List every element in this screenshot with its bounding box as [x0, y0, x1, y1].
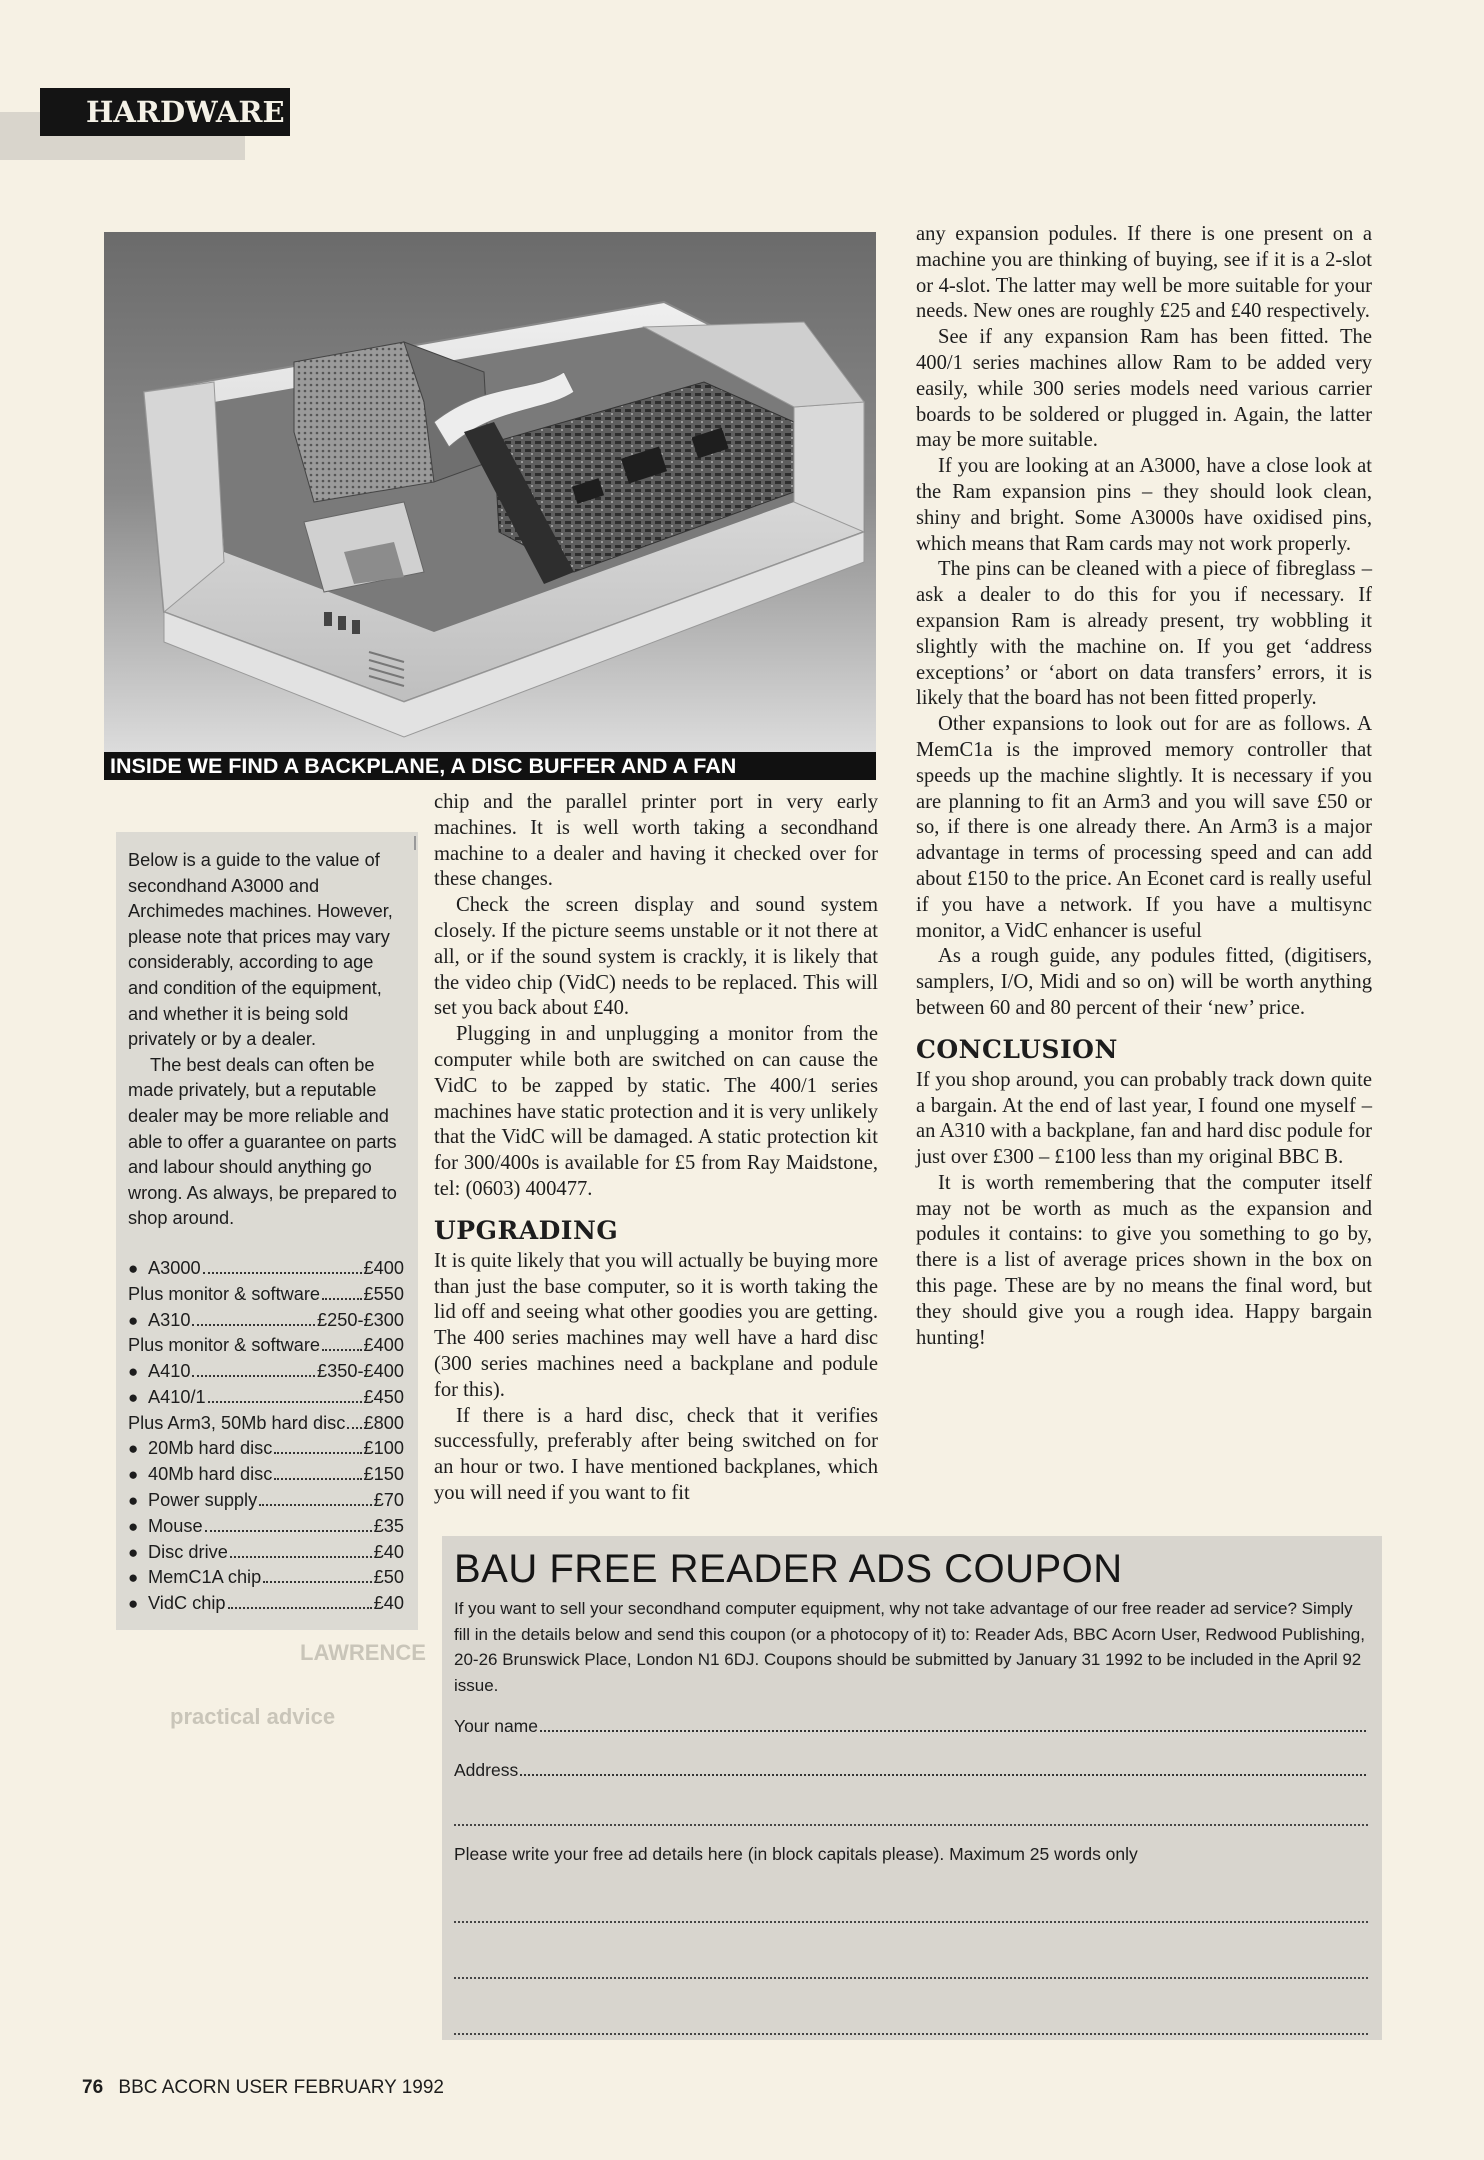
body-paragraph: It is quite likely that you will actually be buying more than just the base computer, so it is worth taking the lid off and seeing what other goodies you are getting. The 400 series machines may well have a hard disc (300 series machines need a backplane and podule for this). [434, 1249, 878, 1401]
price-item: VidC chip [148, 1593, 226, 1614]
column-rule [414, 836, 416, 850]
dot-leader [322, 1349, 361, 1351]
price-item: Plus Arm3, 50Mb hard disc [128, 1412, 346, 1433]
name-write-line[interactable] [540, 1730, 1366, 1732]
body-paragraph: Plugging in and unplugging a monitor from the computer while both are switched on can cause the VidC to be zapped by static. The 400/1 series machines have static protection and it is very unlikely that the VidC will be damaged. A static protection kit for 300/400s is available for £5 from Ray Maidstone, tel: (0603) 400477. [434, 1023, 878, 1200]
price-row [128, 1488, 404, 1514]
body-paragraph: Check the screen display and sound system closely. If the picture seems unstable or it not there at all, or if the sound system is crackly, it is likely that the video chip (VidC) needs to be replaced. This will set you back about £40. [434, 894, 878, 1020]
price-item: A410/1 [148, 1386, 206, 1407]
bullet-icon: ● [128, 1594, 139, 1614]
price-row [128, 1359, 404, 1385]
price-value: £550 [363, 1283, 404, 1304]
price-value: £40 [373, 1593, 404, 1614]
body-paragraph: The pins can be cleaned with a piece of fibreglass – ask a dealer to do this for you if necessary. If expansion Ram is already present, try wobbling it slightly with the machine on. If you get ‘address exceptions’ or ‘abort on data transfers’ errors, it is likely that the board has not been fitted properly. [916, 558, 1372, 710]
dot-leader [230, 1556, 372, 1558]
price-row [128, 1411, 404, 1437]
coupon-title: BAU FREE READER ADS COUPON [454, 1547, 1123, 1591]
bullet-icon: ● [128, 1439, 139, 1459]
price-value: £400 [363, 1335, 404, 1356]
section-heading-upgrading: UPGRADING [434, 1215, 619, 1245]
price-value: £350-£400 [317, 1361, 404, 1382]
price-value: £400 [363, 1257, 404, 1278]
body-paragraph: See if any expansion Ram has been fitted. The 400/1 series machines allow Ram to be added very easily, while 300 series models need various carrier boards to be soldered or plugged in. Again, the latter may be more suitable. [916, 326, 1372, 452]
price-item: Power supply [148, 1490, 258, 1511]
bullet-icon: ● [128, 1465, 139, 1485]
dot-leader [259, 1504, 371, 1506]
dot-leader [347, 1427, 361, 1429]
bullet-icon: ● [128, 1310, 139, 1330]
bullet-icon: ● [128, 1387, 139, 1407]
price-item: A310 [148, 1309, 191, 1330]
price-row [128, 1282, 404, 1308]
address-write-line[interactable] [520, 1774, 1366, 1776]
dot-leader [274, 1478, 361, 1480]
dot-leader [263, 1581, 371, 1583]
address-write-line-2[interactable] [454, 1798, 1368, 1826]
page-number: 76 [82, 2077, 104, 2098]
page-footer [82, 2077, 444, 2099]
body-paragraph: chip and the parallel printer port in very early machines. It is well worth taking a secondhand machine to a dealer and having it checked over for these changes. [434, 791, 878, 891]
body-paragraph: If you are looking at an A3000, have a close look at the Ram expansion pins – they should look clean, shiny and bright. Some A3000s have oxidised pins, which means that Ram cards may not work properly. [916, 455, 1372, 555]
price-item: A3000 [148, 1257, 201, 1278]
body-paragraph: As a rough guide, any podules fitted, (digitisers, samplers, I/O, Midi and so on) will be worth anything between 60 and 80 percent of their ‘new’ price. [916, 945, 1372, 1019]
price-value: £50 [373, 1567, 404, 1588]
dot-leader [203, 1272, 362, 1274]
show-through-text: practical advice [170, 1704, 336, 1729]
price-item: 40Mb hard disc [148, 1464, 273, 1485]
ad-details-write-line[interactable] [454, 1895, 1368, 1923]
price-row [128, 1256, 404, 1282]
price-item: A410 [148, 1361, 191, 1382]
dot-leader [205, 1530, 372, 1532]
price-row [128, 1591, 404, 1617]
body-paragraph: any expansion podules. If there is one present on a machine you are thinking of buying, see if it is a 2-slot or 4-slot. The latter may well be more suitable for your needs. New ones are roughly £25 and £40 respectively. [916, 223, 1372, 323]
body-paragraph: It is worth remembering that the computer itself may not be worth as much as the expansion and podules it contains: to give you something to go by, there is a list of average prices shown in the box on this page. These are by no means the final word, but they should give you a rough idea. Happy bargain hunting! [916, 1171, 1372, 1349]
bullet-icon: ● [128, 1258, 139, 1278]
bullet-icon: ● [128, 1568, 139, 1588]
section-tag: HARDWARE [40, 88, 290, 136]
price-item: MemC1A chip [148, 1567, 262, 1588]
body-paragraph: If there is a hard disc, check that it verifies successfully, preferably after being switched on for an hour or two. I have mentioned backplanes, which you will need if you want to fit [434, 1404, 878, 1504]
ad-details-label: Please write your free ad details here (in block capitals please). Maximum 25 words only [454, 1844, 1138, 1864]
price-item: Mouse [148, 1515, 203, 1536]
price-row [128, 1462, 404, 1488]
dot-leader [228, 1607, 372, 1609]
photo-caption: INSIDE WE FIND A BACKPLANE, A DISC BUFFER AND A FAN [104, 752, 876, 780]
price-row [128, 1514, 404, 1540]
publication-line: BBC ACORN USER FEBRUARY 1992 [118, 2077, 445, 2098]
ad-details-write-line[interactable] [454, 1951, 1368, 1979]
computer-internals-photo [104, 232, 876, 752]
body-paragraph: Other expansions to look out for are as follows. A MemC1a is the improved memory controller that speeds up the machine slightly. It is necessary if you are planning to fit an Arm3 and you will save £50 or so, if there is one already there. An Arm3 is a major advantage in terms of processing speed and can add about £150 to the price. An Econet card is really useful if you have a network. If you have a multisync monitor, a VidC enhancer is useful [916, 713, 1372, 942]
price-row [128, 1540, 404, 1566]
reader-ads-coupon [442, 1536, 1382, 2040]
ad-details-write-line[interactable] [454, 2007, 1368, 2035]
price-value: £35 [373, 1515, 404, 1536]
article-column-2 [434, 790, 878, 1507]
price-value: £150 [363, 1464, 404, 1485]
section-heading-conclusion: CONCLUSION [916, 1034, 1118, 1064]
price-row [128, 1436, 404, 1462]
article-column-3 [916, 222, 1372, 1351]
address-field-label: Address [454, 1760, 519, 1780]
bullet-icon: ● [128, 1516, 139, 1536]
price-guide-box [116, 832, 418, 1630]
price-item: 20Mb hard disc [148, 1438, 273, 1459]
coupon-intro: If you want to sell your secondhand computer equipment, why not take advantage of our free reader ad service? Simply fill in the details below and send this coupon (or a photocopy of it) to: Reader Ads, BBC Acorn User, Redwood Publishing, 20-26 Brunswick Place, London N1 6DJ. Coupons should be submitted by January 31 1992 to be included in the April 92 issue. [454, 1599, 1365, 1695]
bullet-icon: ● [128, 1491, 139, 1511]
name-field[interactable] [454, 1716, 1368, 1742]
price-value: £800 [363, 1412, 404, 1433]
price-guide-intro: Below is a guide to the value of secondhand A3000 and Archimedes machines. However, please note that prices may vary considerably, according to age and condition of the equipment, and whether it is being sold privately or by a dealer. [128, 850, 393, 1050]
bullet-icon: ● [128, 1542, 139, 1562]
price-row [128, 1308, 404, 1334]
price-value: £450 [363, 1386, 404, 1407]
price-item: Plus monitor & software [128, 1283, 321, 1304]
price-value: £40 [373, 1541, 404, 1562]
dot-leader [322, 1298, 361, 1300]
price-value: £70 [373, 1490, 404, 1511]
price-list [128, 1256, 404, 1617]
price-row [128, 1385, 404, 1411]
price-value: £100 [363, 1438, 404, 1459]
price-row [128, 1565, 404, 1591]
price-value: £250-£300 [317, 1309, 404, 1330]
address-field[interactable] [454, 1760, 1368, 1786]
dot-leader [192, 1375, 315, 1377]
dot-leader [192, 1324, 315, 1326]
name-field-label: Your name [454, 1716, 538, 1736]
show-through-text: LAWRENCE [300, 1640, 426, 1665]
price-row [128, 1333, 404, 1359]
price-item: Plus monitor & software [128, 1335, 321, 1356]
bullet-icon: ● [128, 1362, 139, 1382]
price-guide-advice: The best deals can often be made privately, but a reputable dealer may be more reliable and able to offer a guarantee on parts and labour should anything go wrong. As always, be prepared to shop around. [128, 1054, 397, 1229]
body-paragraph: If you shop around, you can probably track down quite a bargain. At the end of last year, I found one myself – an A310 with a backplane, fan and hard disc podule for just over £300 – £100 less than my original BBC B. [916, 1068, 1372, 1169]
dot-leader [208, 1401, 362, 1403]
dot-leader [274, 1452, 361, 1454]
price-item: Disc drive [148, 1541, 228, 1562]
